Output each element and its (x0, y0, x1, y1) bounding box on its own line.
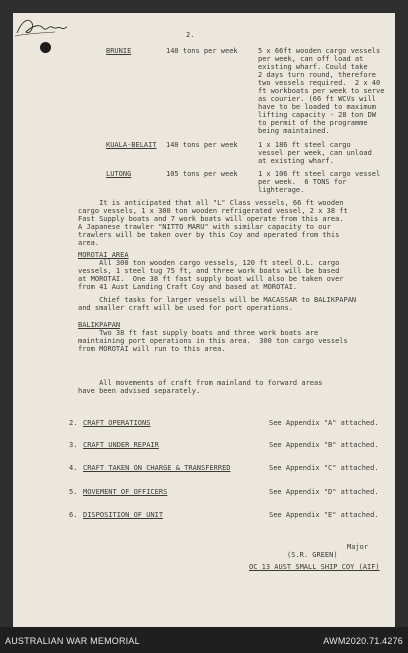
signatory-rank: Major (347, 543, 369, 551)
item-ref-appendix-a: See Appendix "A" attached. (269, 419, 379, 427)
document-page (13, 13, 395, 627)
punch-hole (40, 42, 51, 53)
item-ref-appendix-b: See Appendix "B" attached. (269, 441, 379, 449)
morotai-heading: MOROTAI AREA (78, 251, 129, 259)
item-label-craft-under-repair: CRAFT UNDER REPAIR (83, 441, 159, 449)
signatory-name: (S.R. GREEN) (287, 551, 338, 559)
balikpapan-heading: BALIKPAPAN (78, 321, 121, 329)
anticipation-paragraph: It is anticipated that all "L" Class vessels, 66 ft wooden cargo vessels, 1 x 300 ton wooden refrigerated vessel, 2 x 38 ft Fast Supply boats and 7 work boats will operate from this area. A Japanese trawler "NITTO MARU" with similar capacity to our trawlers will be taken over by this Coy and operated from this area. (78, 199, 348, 247)
location-lutong: LUTONG (106, 170, 132, 178)
item-label-craft-operations: CRAFT OPERATIONS (83, 419, 151, 427)
item-number: 6. (69, 511, 78, 519)
location-brunie: BRUNIE (106, 47, 132, 55)
description-lutong: 1 x 106 ft steel cargo vessel per week. 6 TONS for lighterage. (258, 170, 381, 194)
footer-source: AUSTRALIAN WAR MEMORIAL (5, 636, 140, 646)
capacity-brunie: 140 tons per week (166, 47, 238, 55)
item-number: 3. (69, 441, 78, 449)
footer-accession-number: AWM2020.71.4276 (323, 636, 403, 646)
item-label-movement-of-officers: MOVEMENT OF OFFICERS (83, 488, 168, 496)
item-ref-appendix-d: See Appendix "D" attached. (269, 488, 379, 496)
description-kuala-belait: 1 x 186 ft steel cargo vessel per week, can unload at existing wharf. (258, 141, 372, 165)
handwritten-signature (13, 13, 68, 43)
item-number: 5. (69, 488, 78, 496)
item-ref-appendix-c: See Appendix "C" attached. (269, 464, 379, 472)
morotai-tasks: Chief tasks for larger vessels will be MACASSAR to BALIKPAPAN and smaller craft will be used for port operations. (78, 296, 357, 312)
item-label-craft-taken-on-charge: CRAFT TAKEN ON CHARGE & TRANSFERRED (83, 464, 231, 472)
item-label-disposition-of-unit: DISPOSITION OF UNIT (83, 511, 164, 519)
description-brunie: 5 x 66ft wooden cargo vessels per week, can off load at existing wharf. Could take 2 days turn round, therefore two vessels required. 2 x 40 ft workboats per week to serve as courier. (66 ft WCVs will have to be loaded to maximum lifting capacity - 28 ton DW to permit of the programme being maintained. (258, 47, 385, 135)
capacity-kuala-belait: 140 tons per week (166, 141, 238, 149)
morotai-text: All 300 ton wooden cargo vessels, 120 ft steel O.L. cargo vessels, 1 steel tug 75 ft, and three work boats will be based at MOROTAI. One 38 ft fast supply boat will also be taken over from 41 Aust Landing Craft Coy and based at MOROTAI. (78, 259, 344, 291)
item-number: 4. (69, 464, 78, 472)
item-number: 2. (69, 419, 78, 427)
capacity-lutong: 105 tons per week (166, 170, 238, 178)
movements-note: All movements of craft from mainland to forward areas have been advised separately. (78, 379, 323, 395)
footer-bar (0, 627, 408, 653)
item-ref-appendix-e: See Appendix "E" attached. (269, 511, 379, 519)
balikpapan-text: Two 38 ft fast supply boats and three work boats are maintaining port operations in this area. 300 ton cargo vessels from MOROTAI will run to this area. (78, 329, 348, 353)
location-kuala-belait: KUALA-BELAIT (106, 141, 157, 149)
signatory-unit: OC 13 AUST SMALL SHIP COY (AIF) (249, 563, 380, 571)
page-number: 2. (186, 31, 195, 39)
